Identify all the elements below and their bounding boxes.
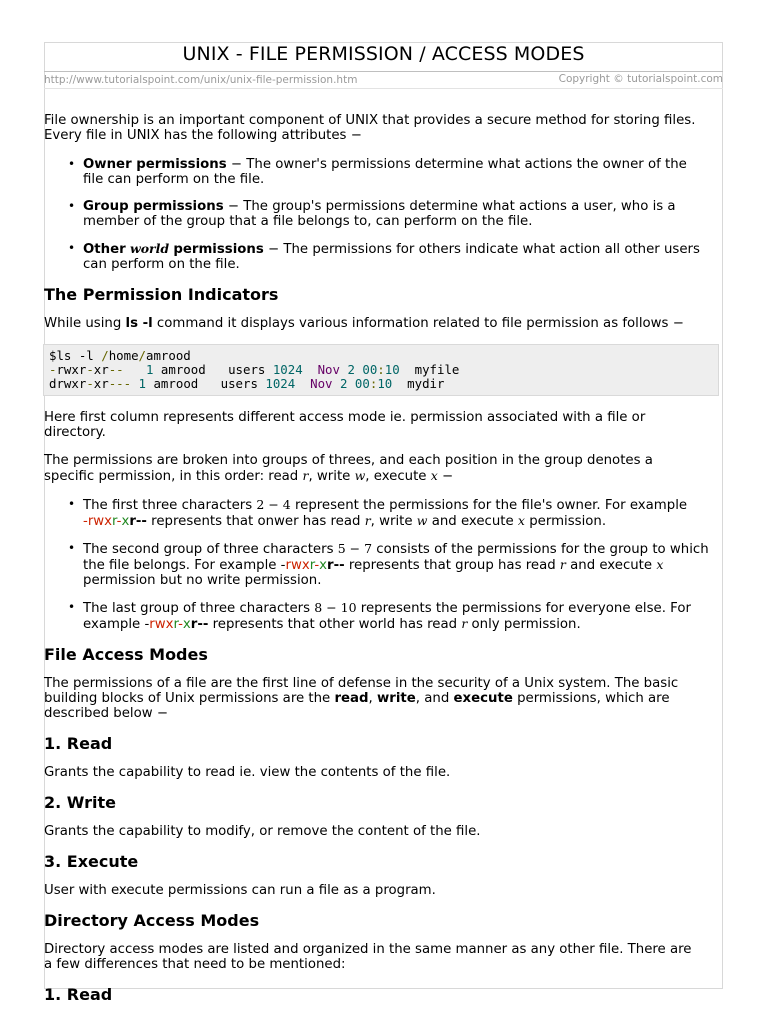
execute-description: User with execute permissions can run a file as a program. — [44, 883, 436, 898]
code-line: -rwxr-xr-- 1 amrood users 1024 Nov 2 00:10 myfile — [49, 362, 460, 377]
heading-execute: 3. Execute — [44, 852, 139, 871]
code-block — [43, 344, 719, 396]
column-paragraph: Here first column represents different access mode ie. permission associated with a file or directory. — [44, 410, 646, 440]
code-line: drwxr-xr--- 1 amrood users 1024 Nov 2 00:10 mydir — [49, 376, 445, 391]
heading-write: 2. Write — [44, 793, 117, 812]
source-url-link[interactable]: http://www.tutorialspoint.com/unix/unix-file-permission.htm — [44, 74, 358, 86]
page-title: UNIX - FILE PERMISSION / ACCESS MODES — [182, 43, 585, 65]
title-divider — [44, 71, 723, 72]
directory-modes-paragraph: Directory access modes are listed and organized in the same manner as any other file. There are a few differences that need to be mentioned: — [44, 942, 692, 972]
groups-list — [44, 497, 720, 632]
attributes-list — [44, 157, 720, 272]
heading-directory-read: 1. Read — [44, 985, 113, 1004]
write-description: Grants the capability to modify, or remove the content of the file. — [44, 824, 481, 839]
heading-file-access-modes: File Access Modes — [44, 645, 208, 664]
indicators-paragraph: While using ls -l command it displays various information related to file permission as follows − — [44, 316, 684, 331]
header-divider — [44, 88, 723, 89]
list-item: • The second group of three characters 5 − 7 consists of the permissions for the group to which the file belongs. For example -rwxr-xr-- represents that group has read r and execute x permission but no write permission. — [83, 541, 720, 588]
heading-directory-access-modes: Directory Access Modes — [44, 911, 260, 930]
copyright-notice: Copyright © tutorialspoint.com — [558, 73, 723, 85]
groups-paragraph: The permissions are broken into groups of threes, and each position in the group denotes a specific permission, in this order: read r, write w, execute x − — [44, 453, 653, 484]
list-item: • Group permissions − The group's permissions determine what actions a user, who is a member of the group that a file belongs to, can perform on the file. — [83, 199, 720, 229]
article-body — [44, 113, 720, 1005]
list-item: • Owner permissions − The owner's permissions determine what actions the owner of the file can perform on the file. — [83, 157, 720, 187]
read-description: Grants the capability to read ie. view the contents of the file. — [44, 765, 451, 780]
list-item: • The first three characters 2 − 4 represent the permissions for the file's owner. For example -rwxr-xr-- represents that onwer has read r, write w and execute x permission. — [83, 497, 720, 529]
file-modes-paragraph: The permissions of a file are the first line of defense in the security of a Unix system. The basic building blocks of Unix permissions are the read, write, and execute permissions, which are described below − — [44, 676, 679, 721]
list-item: • The last group of three characters 8 − 10 represents the permissions for everyone else. For example -rwxr-xr-- represents that other world has read r only permission. — [83, 600, 720, 632]
code-line: $ls -l /home/amrood — [49, 348, 191, 363]
heading-permission-indicators: The Permission Indicators — [44, 285, 279, 304]
list-item: • Other world permissions − The permissions for others indicate what action all other users can perform on the file. — [83, 241, 720, 272]
intro-paragraph: File ownership is an important component of UNIX that provides a secure method for storing files. Every file in UNIX has the following attributes − — [44, 113, 696, 143]
heading-read: 1. Read — [44, 734, 113, 753]
